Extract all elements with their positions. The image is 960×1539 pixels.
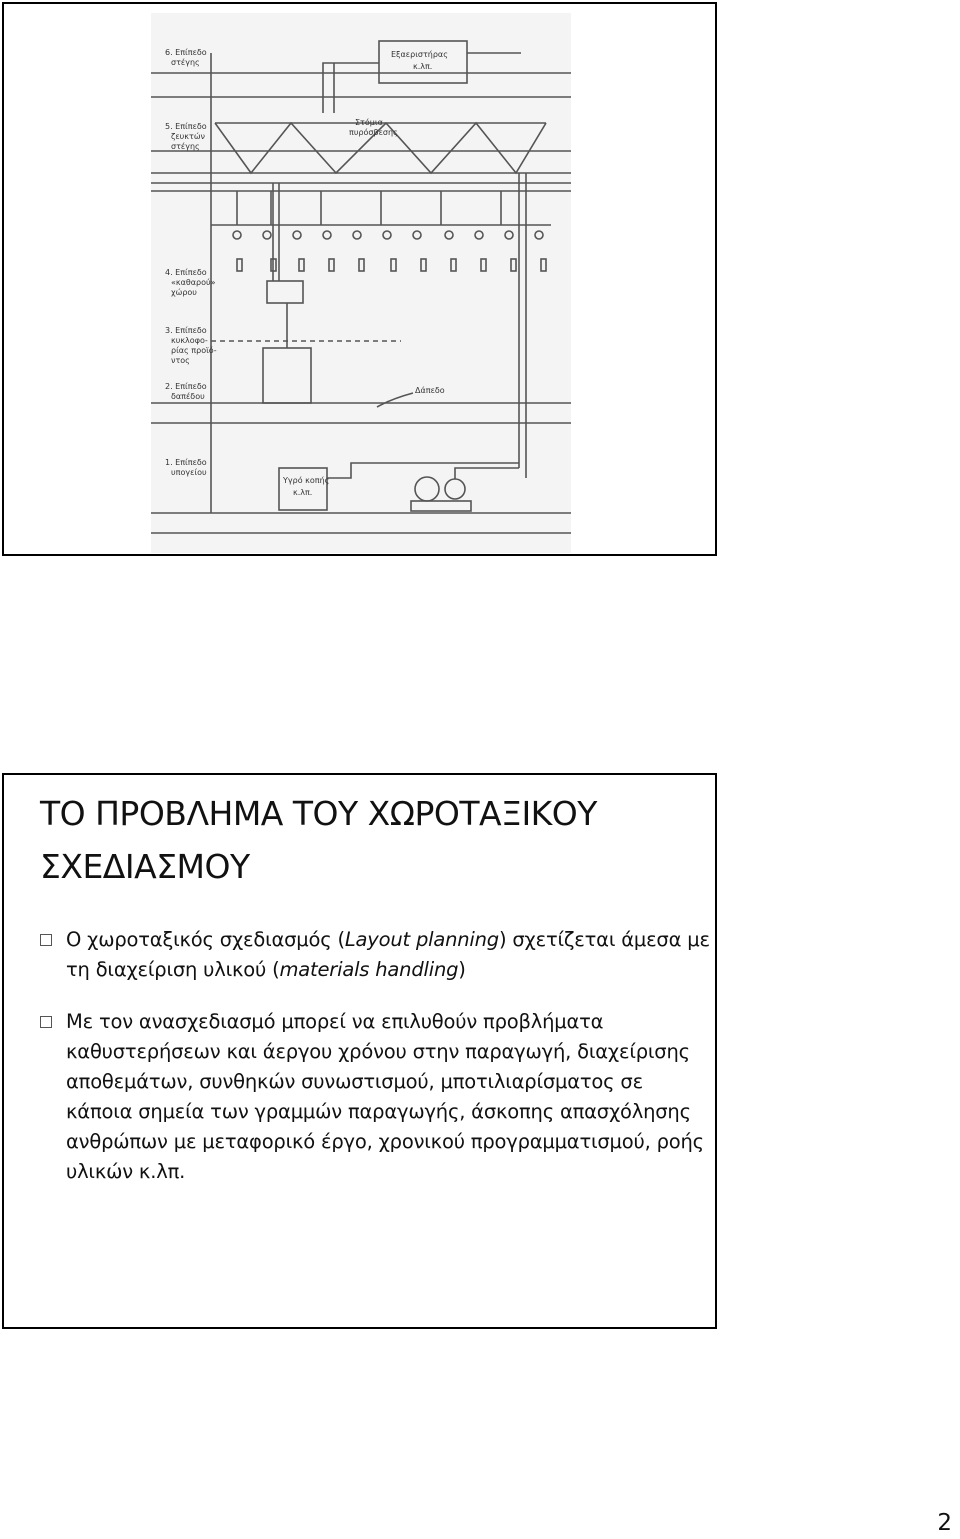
bullet1-term-materials-handling: materials handling: [279, 958, 459, 981]
sprinkler-label-line2: πυρόσβεσης: [349, 128, 398, 137]
level4-label-line1: 4. Επίπεδο: [165, 268, 207, 277]
level3-label-line1: 3. Επίπεδο: [165, 326, 207, 335]
level5-label-line3: στέγης: [171, 142, 200, 151]
sprinkler-label-line1: Στόμια: [355, 118, 383, 127]
diagram-slide: [2, 2, 717, 556]
bullet1-term-layout-planning: Layout planning: [344, 928, 499, 951]
slide-title: [40, 787, 700, 893]
level2-label-line1: 2. Επίπεδο: [165, 382, 207, 391]
level1-label-line2: υπογείου: [171, 468, 207, 477]
level6-label-line1: 6. Επίπεδο: [165, 48, 207, 57]
level5-label-line1: 5. Επίπεδο: [165, 122, 207, 131]
level3-label-line4: ντος: [171, 356, 190, 365]
bullet1-text-part3: ): [458, 958, 466, 981]
slide-title-line2: ΣΧΕΔΙΑΣΜΟΥ: [40, 847, 250, 886]
level4-label-line3: χώρου: [171, 288, 197, 297]
slide-title-line1: ΤΟ ΠΡΟΒΛΗΜΑ ΤΟΥ ΧΩΡΟΤΑΞΙΚΟΥ: [40, 794, 597, 833]
text-slide: [2, 773, 717, 1329]
level3-label-line2: κυκλοφο-: [171, 336, 208, 345]
level3-label-line3: ρίας προϊό-: [171, 346, 217, 355]
level5-label-line2: ζευκτών: [171, 132, 206, 141]
facility-levels-diagram: [151, 13, 571, 553]
bullet1-text-part2: ) σχετίζεται άμεσα με τη διαχείριση υλικού (: [66, 928, 710, 981]
bullet-list: [40, 925, 710, 1209]
bullet1-text-part1: Ο χωροταξικός σχεδιασμός (: [66, 928, 345, 951]
square-bullet-icon: [40, 1016, 52, 1028]
exhaust-label-line1: Εξαεριστήρας: [391, 50, 448, 59]
level4-label-line2: «καθαρού»: [171, 278, 216, 287]
bullet-redesign-problems: [40, 1007, 710, 1187]
bullet2-text: Με τον ανασχεδιασμό μπορεί να επιλυθούν προβλήματα καθυστερήσεων και άεργου χρόνου στην παραγωγή, διαχείρισης αποθεμάτων, συνθηκών συνωστισμού, μποτιλιαρίσματος σε κάποια σημεία των γραμμών παραγωγής, άσκοπης απασχόλησης ανθρώπων με μεταφορικό έργο, χρονικού προγραμματισμού, ροής υλικών κ.λπ.: [66, 1010, 704, 1183]
level1-label-line1: 1. Επίπεδο: [165, 458, 207, 467]
floor-label: Δάπεδο: [415, 386, 445, 395]
facility-levels-drawing: [151, 13, 571, 553]
humidifier-label-line1: Υγρό κοπής: [283, 476, 330, 485]
level2-label-line2: δαπέδου: [171, 392, 205, 401]
square-bullet-icon: [40, 934, 52, 946]
bullet-layout-planning: [40, 925, 710, 985]
page-number: 2: [937, 1510, 952, 1536]
exhaust-label-line2: κ.λπ.: [413, 62, 433, 71]
level6-label-line2: στέγης: [171, 58, 200, 67]
humidifier-label-line2: κ.λπ.: [293, 488, 313, 497]
